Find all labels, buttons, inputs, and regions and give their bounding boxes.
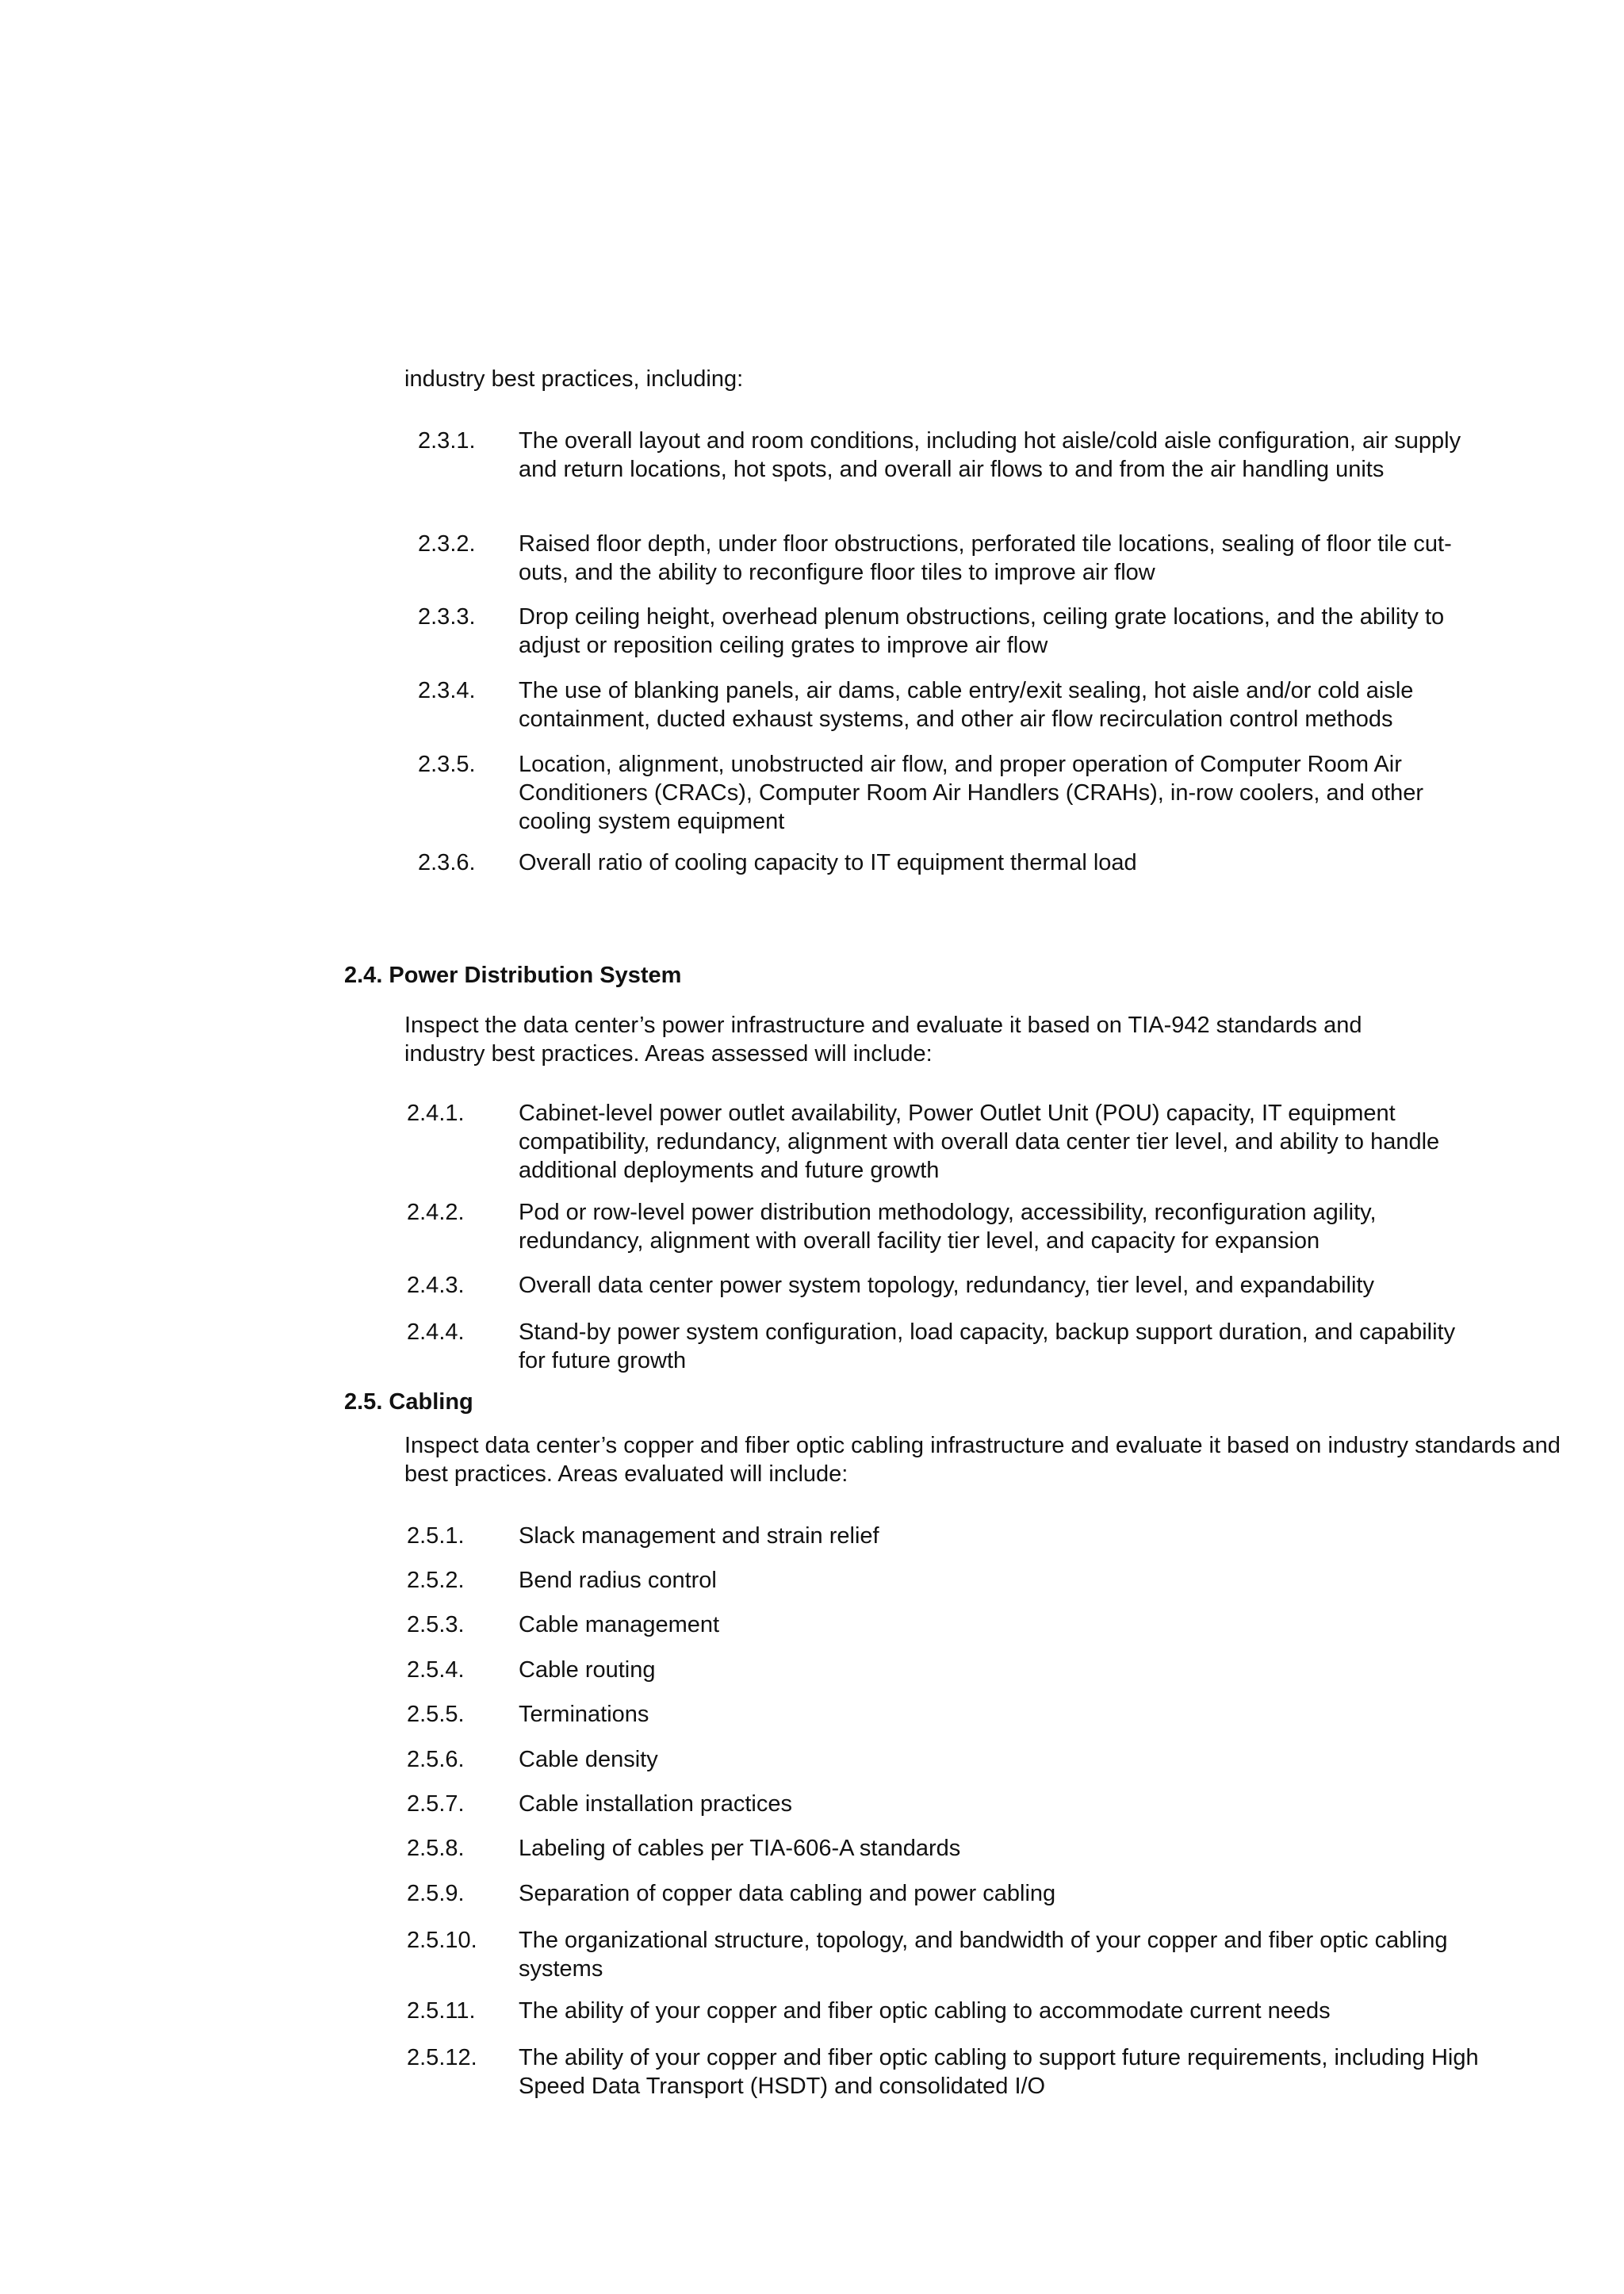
item-text: Cable management [519,1612,720,1637]
item-number: 2.5.1. [407,1523,465,1549]
item-number: 2.4.2. [407,1200,465,1225]
section-heading-cabling: 2.5. Cabling [344,1389,473,1415]
item-number: 2.3.3. [418,604,476,630]
item-text: The overall layout and room conditions, including hot aisle/cold aisle configuration, air supply and return locations, hot spots, and overall air flows to and from the air handling units [519,428,1461,482]
item-text: Cabinet-level power outlet availability, Power Outlet Unit (POU) capacity, IT equipment compatibility, redundancy, alignment with overall data center tier level, and ability to handle additional deployments and future growth [519,1101,1440,1183]
item-number: 2.5.10. [407,1928,477,1953]
item-number: 2.4.1. [407,1101,465,1126]
item-number: 2.3.2. [418,531,476,557]
item-number: 2.5.7. [407,1791,465,1817]
item-text: Separation of copper data cabling and power cabling [519,1881,1056,1906]
item-number: 2.5.3. [407,1612,465,1637]
item-number: 2.3.1. [418,428,476,454]
item-text: The ability of your copper and fiber optic cabling to support future requirements, including High Speed Data Transport (HSDT) and consolidated I/O [519,2045,1479,2099]
item-text: The use of blanking panels, air dams, cable entry/exit sealing, hot aisle and/or cold aisle containment, ducted exhaust systems, and other air flow recirculation control methods [519,678,1414,732]
item-number: 2.5.12. [407,2045,477,2070]
section-intro-power-distribution: Inspect the data center’s power infrastructure and evaluate it based on TIA-942 standards and industry best practices. Areas assessed will include: [404,1013,1362,1067]
item-text: Raised floor depth, under floor obstructions, perforated tile locations, sealing of floor tile cut-outs, and the ability to reconfigure floor tiles to improve air flow [519,531,1452,585]
item-text: The ability of your copper and fiber optic cabling to accommodate current needs [519,1998,1331,2024]
item-number: 2.5.11. [407,1998,476,2024]
item-text: Slack management and strain relief [519,1523,879,1549]
section-intro-cabling: Inspect data center’s copper and fiber optic cabling infrastructure and evaluate it based on industry standards and best practices. Areas evaluated will include: [404,1433,1561,1487]
item-text: Overall ratio of cooling capacity to IT equipment thermal load [519,850,1137,875]
item-number: 2.5.8. [407,1836,465,1861]
intro-fragment: industry best practices, including: [404,366,744,392]
item-text: Cable installation practices [519,1791,792,1817]
item-number: 2.3.5. [418,752,476,777]
item-text: Bend radius control [519,1568,717,1593]
item-number: 2.5.6. [407,1747,465,1772]
item-text: Drop ceiling height, overhead plenum obstructions, ceiling grate locations, and the ability to adjust or reposition ceiling grates to improve air flow [519,604,1445,658]
item-number: 2.4.3. [407,1273,465,1298]
item-text: Labeling of cables per TIA-606-A standards [519,1836,961,1861]
item-number: 2.3.6. [418,850,476,875]
item-text: Stand-by power system configuration, load capacity, backup support duration, and capability for future growth [519,1319,1456,1373]
item-text: Terminations [519,1702,649,1727]
item-number: 2.4.4. [407,1319,465,1345]
item-text: Cable density [519,1747,658,1772]
item-text: The organizational structure, topology, and bandwidth of your copper and fiber optic cabling systems [519,1928,1448,1982]
item-number: 2.5.5. [407,1702,465,1727]
item-text: Cable routing [519,1657,656,1683]
item-number: 2.5.4. [407,1657,465,1683]
item-text: Location, alignment, unobstructed air flow, and proper operation of Computer Room Air Conditioners (CRACs), Computer Room Air Handlers (CRAHs), in-row coolers, and other cooling system equipment [519,752,1424,834]
item-text: Pod or row-level power distribution methodology, accessibility, reconfiguration agility, redundancy, alignment with overall facility tier level, and capacity for expansion [519,1200,1377,1254]
item-number: 2.5.9. [407,1881,465,1906]
item-number: 2.5.2. [407,1568,465,1593]
item-text: Overall data center power system topology, redundancy, tier level, and expandability [519,1273,1374,1298]
item-number: 2.3.4. [418,678,476,703]
section-heading-power-distribution: 2.4. Power Distribution System [344,963,682,988]
